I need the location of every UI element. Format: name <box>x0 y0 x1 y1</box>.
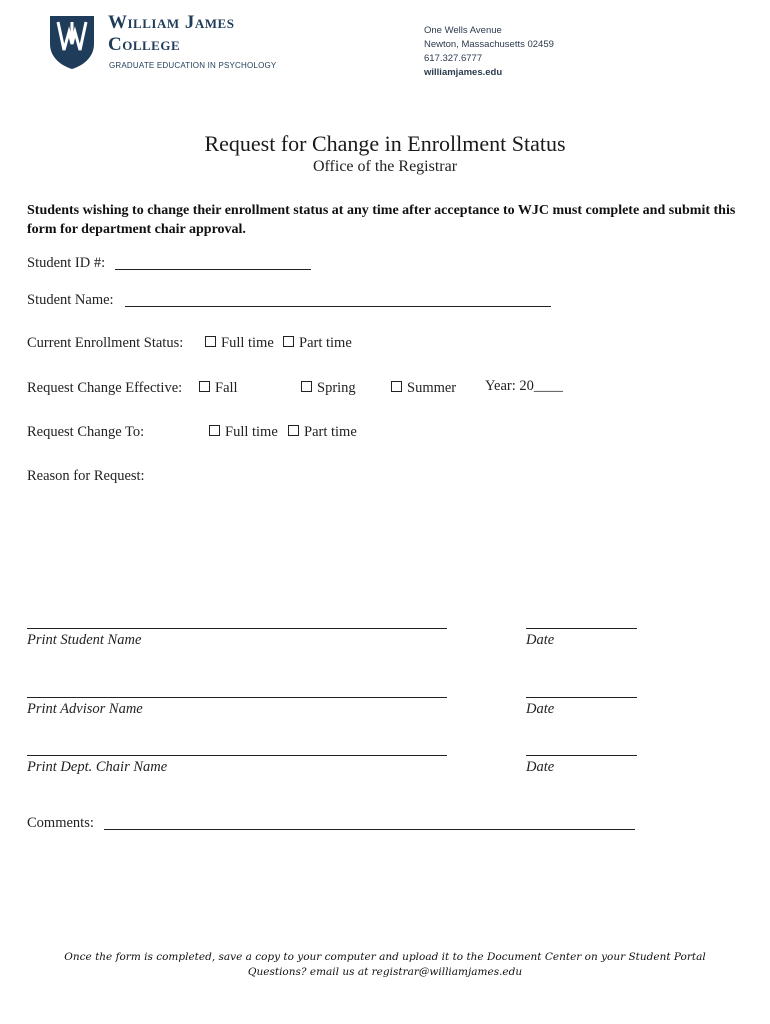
fall-option[interactable] <box>199 380 238 397</box>
current-full-time-option[interactable] <box>205 335 274 352</box>
checkbox[interactable] <box>209 425 220 436</box>
footer-contact: Questions? email us at registrar@williamjames.edu <box>247 966 523 978</box>
option-label: Spring <box>317 380 356 396</box>
change-full-time-option[interactable] <box>209 424 278 441</box>
address-city: Newton, Massachusetts 02459 <box>424 39 554 50</box>
comments-field[interactable] <box>104 829 635 830</box>
checkbox[interactable] <box>283 336 294 347</box>
checkbox[interactable] <box>391 381 402 392</box>
change-to-label: Request Change To: <box>27 424 145 440</box>
option-label: Summer <box>407 380 457 396</box>
reason-text-area[interactable] <box>27 488 737 608</box>
student-signature-line[interactable] <box>27 628 447 629</box>
checkbox[interactable] <box>205 336 216 347</box>
chair-date-line[interactable] <box>526 755 637 756</box>
summer-option[interactable] <box>391 380 456 397</box>
student-id-field[interactable] <box>115 269 311 270</box>
form-subtitle: Office of the Registrar <box>312 158 458 175</box>
spring-option[interactable] <box>301 380 356 397</box>
college-tagline: GRADUATE EDUCATION IN PSYCHOLOGY <box>109 61 277 70</box>
checkbox[interactable] <box>301 381 312 392</box>
year-field[interactable]: Year: 20____ <box>485 378 563 394</box>
student-name-label: Student Name: <box>27 292 114 308</box>
college-name-line2: College <box>108 34 181 55</box>
option-label: Full time <box>221 335 274 351</box>
comments-label: Comments: <box>27 815 94 831</box>
footer-instructions: Once the form is completed, save a copy to your computer and upload it to the Document Center on your Student Portal <box>64 951 706 963</box>
change-part-time-option[interactable] <box>288 424 357 441</box>
form-instructions: Students wishing to change their enrollment status at any time after acceptance to WJC must complete and submit this form for department chair approval. <box>27 203 736 237</box>
college-name: William James <box>108 12 235 33</box>
student-id-label: Student ID #: <box>27 255 106 271</box>
checkbox[interactable] <box>288 425 299 436</box>
advisor-signature-line[interactable] <box>27 697 447 698</box>
phone-number: 617.327.6777 <box>424 53 483 64</box>
student-date-line[interactable] <box>526 628 637 629</box>
college-logo-shield-icon <box>48 14 96 70</box>
form-title: Request for Change in Enrollment Status <box>204 131 566 156</box>
effective-label: Request Change Effective: <box>27 380 183 396</box>
chair-signature-line[interactable] <box>27 755 447 756</box>
checkbox[interactable] <box>199 381 210 392</box>
reason-label: Reason for Request: <box>27 468 145 484</box>
advisor-date-line[interactable] <box>526 697 637 698</box>
option-label: Part time <box>304 424 357 440</box>
website-link[interactable]: williamjames.edu <box>424 67 503 78</box>
address-street: One Wells Avenue <box>424 25 502 36</box>
advisor-date-label: Date <box>526 701 555 717</box>
option-label: Full time <box>225 424 278 440</box>
current-part-time-option[interactable] <box>283 335 352 352</box>
chair-date-label: Date <box>526 759 555 775</box>
print-advisor-name-label: Print Advisor Name <box>27 701 143 717</box>
print-student-name-label: Print Student Name <box>27 632 142 648</box>
student-date-label: Date <box>526 632 555 648</box>
print-chair-name-label: Print Dept. Chair Name <box>27 759 168 775</box>
student-name-field[interactable] <box>125 306 551 307</box>
option-label: Fall <box>215 380 238 396</box>
option-label: Part time <box>299 335 352 351</box>
current-status-label: Current Enrollment Status: <box>27 335 184 351</box>
